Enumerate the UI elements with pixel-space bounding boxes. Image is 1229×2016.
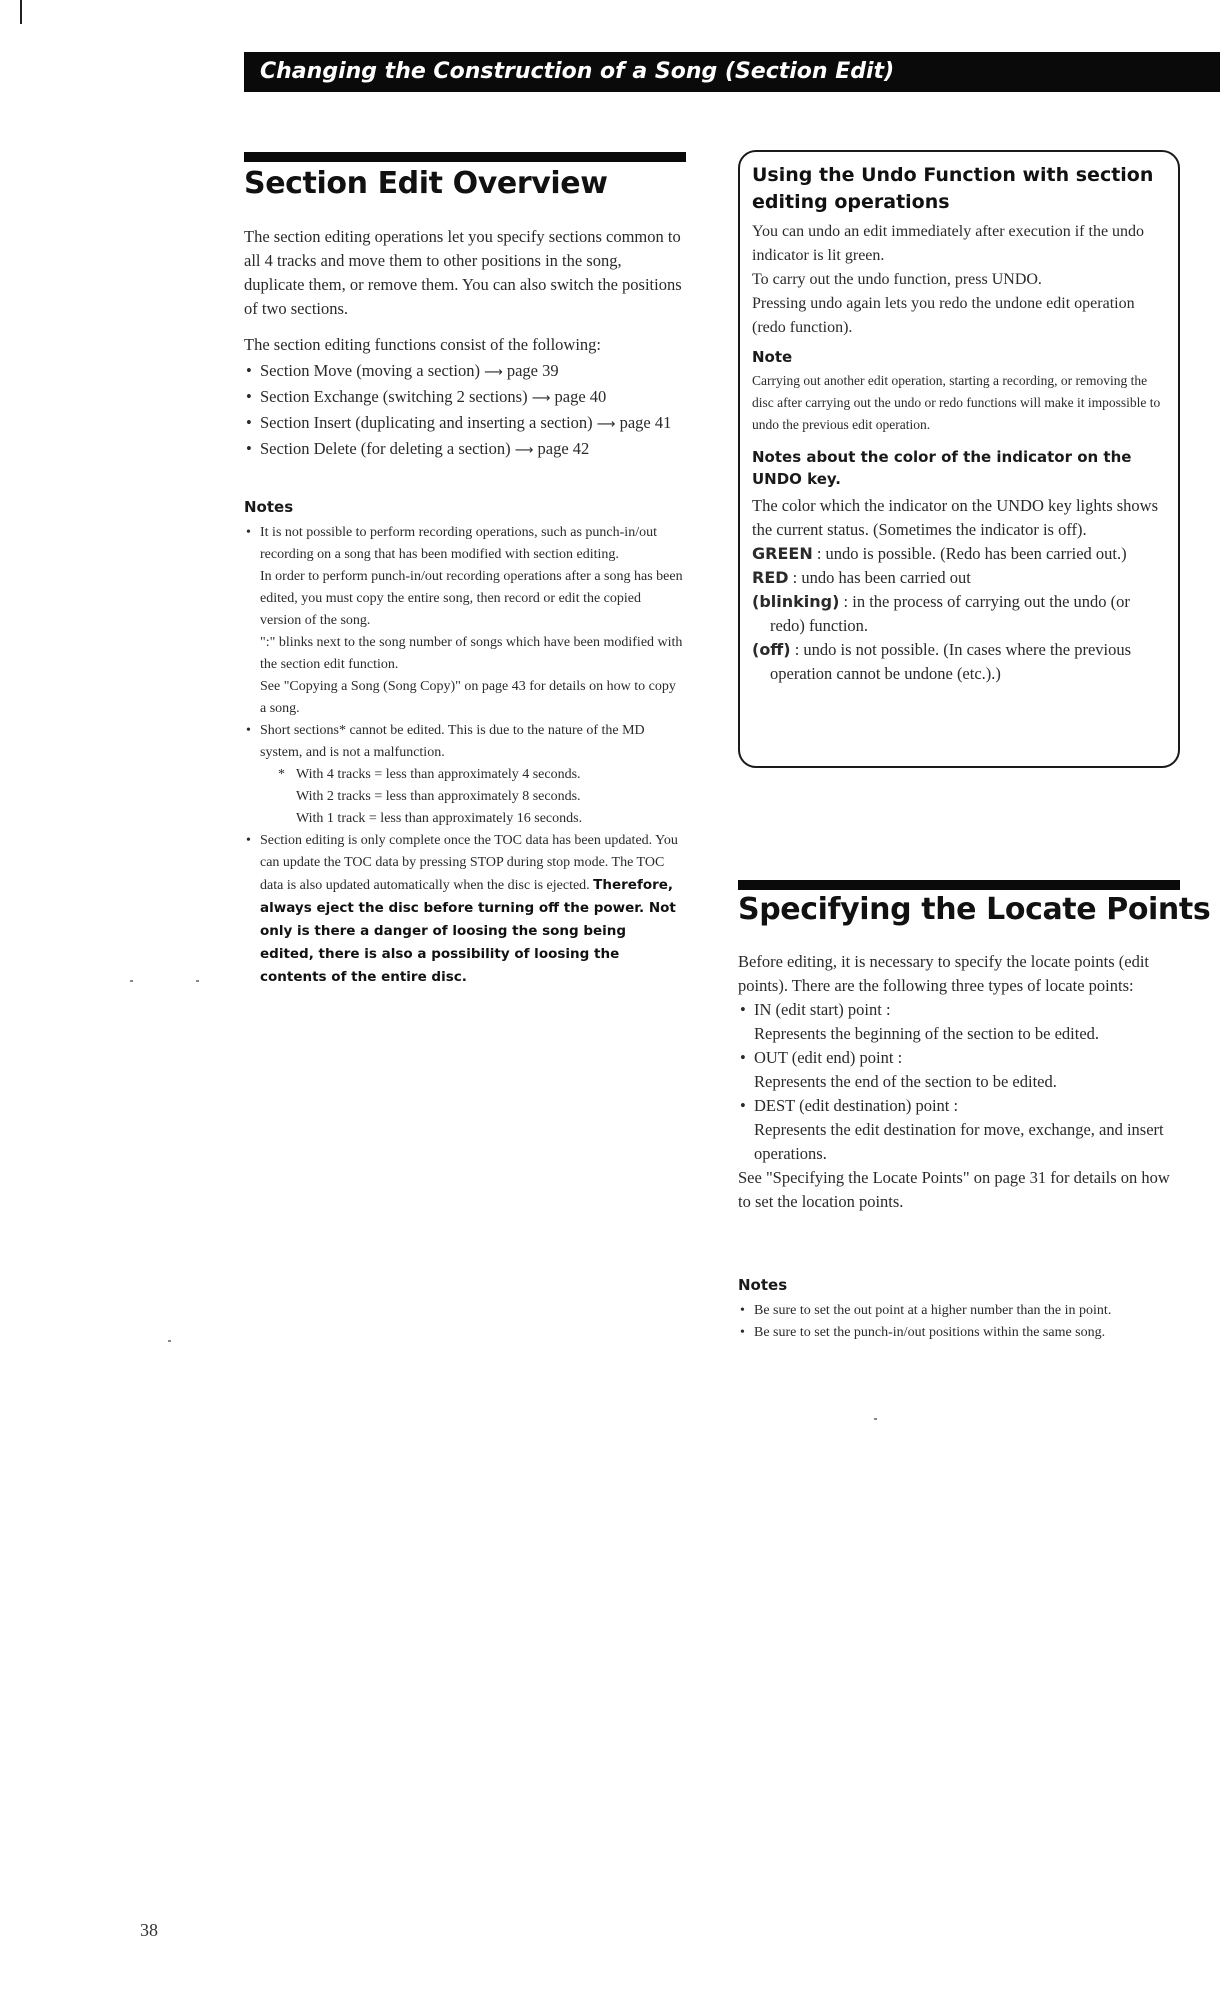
scan-speck <box>196 980 199 982</box>
status-desc: : undo is possible. (Redo has been carried out.) <box>816 544 1127 563</box>
status-key: (off) <box>752 640 791 659</box>
functions-intro: The section editing functions consist of the following: <box>244 335 601 354</box>
section-edit-title: Section Edit Overview <box>244 166 608 201</box>
notes-list <box>244 522 684 989</box>
point-label: • DEST (edit destination) point : <box>754 1096 959 1115</box>
undo-title: Using the Undo Function with section editing operations <box>752 164 1154 213</box>
undo-note-heading: Note <box>752 348 793 366</box>
locate-notes-list <box>738 1300 1178 1344</box>
page-ref: page 39 <box>506 361 559 380</box>
status-desc: : undo is not possible. (In cases where the previous operation cannot be undone (etc.).) <box>770 640 1132 683</box>
status-item <box>752 590 1168 638</box>
status-item <box>752 566 1168 590</box>
point-desc: Represents the edit destination for move, exchange, and insert operations. <box>754 1120 1164 1163</box>
point-desc: Represents the beginning of the section to be edited. <box>754 1024 1100 1043</box>
locate-body <box>738 950 1180 1214</box>
locate-points-list <box>738 998 1180 1166</box>
page-ref: page 40 <box>554 387 607 406</box>
status-desc: : in the process of carrying out the undo (or redo) function. <box>770 592 1130 635</box>
status-key: RED <box>752 568 789 587</box>
warning-text: Therefore, always eject the disc before turning off the power. Not only is there a danger of loosing the song being edited, there is also a possibility of loosing the contents of the entire disc. <box>260 877 676 985</box>
status-key: (blinking) <box>752 592 840 611</box>
note-text: In order to perform punch-in/out recording operations after a song has been edited, you must copy the entire song, then record or edit the copied version of the song. <box>260 569 683 628</box>
undo-paragraph: You can undo an edit immediately after execution if the undo indicator is lit green. <box>752 223 1145 264</box>
note-text: • Short sections* cannot be edited. This is due to the nature of the MD system, and is not a malfunction. <box>260 723 645 760</box>
arrow-icon: ⟶ <box>484 365 503 380</box>
list-item: • Be sure to set the out point at a higher number than the in point. <box>738 1300 1178 1322</box>
scan-speck <box>168 1340 171 1342</box>
limit-line: With 2 tracks = less than approximately 8 seconds. <box>296 789 581 804</box>
undo-paragraph: To carry out the undo function, press UNDO. <box>752 271 1042 288</box>
locate-points-title: Specifying the Locate Points <box>738 892 1211 927</box>
arrow-icon: ⟶ <box>531 391 551 406</box>
section-rule <box>738 880 1180 890</box>
list-item <box>738 1046 1180 1094</box>
intro-paragraph: The section editing operations let you specify sections common to all 4 tracks and move them to other positions in the song, duplicate them, or remove them. You can also switch the positions of two sections. <box>244 227 682 318</box>
note-text: • It is not possible to perform recording operations, such as punch-in/out recording on a song that has been modified with section editing. <box>260 525 657 562</box>
function-label: Section Exchange (switching 2 sections) <box>260 387 528 406</box>
color-intro: The color which the indicator on the UNDO key lights shows the current status. (Sometimes the indicator is off). <box>752 496 1159 539</box>
page-number: 38 <box>140 1920 158 1940</box>
list-item <box>244 720 684 830</box>
scan-speck <box>874 1418 877 1420</box>
limit-line: With 1 track = less than approximately 16 seconds. <box>296 811 583 826</box>
list-item: • Be sure to set the punch-in/out positions within the same song. <box>738 1322 1178 1344</box>
list-item <box>738 1094 1180 1166</box>
functions-list <box>244 359 684 463</box>
notes-heading: Notes <box>244 498 294 516</box>
point-desc: Represents the end of the section to be edited. <box>754 1072 1057 1091</box>
undo-note: Carrying out another edit operation, starting a recording, or removing the disc after carrying out the undo or redo functions will make it impossible to undo the previous edit operation. <box>752 373 1161 432</box>
notes-heading: Notes <box>738 1276 788 1294</box>
list-item <box>244 385 684 411</box>
arrow-icon: ⟶ <box>596 417 616 432</box>
list-item <box>244 522 684 720</box>
locate-notes <box>738 1274 1178 1344</box>
function-label: Section Insert (duplicating and inserting a section) <box>260 413 593 432</box>
status-key: GREEN <box>752 544 813 563</box>
note-text: See "Copying a Song (Song Copy)" on page 43 for details on how to copy a song. <box>260 679 676 716</box>
status-item <box>752 638 1168 686</box>
status-list <box>752 542 1168 686</box>
locate-intro: Before editing, it is necessary to specify the locate points (edit points). There are the following three types of locate points: <box>738 952 1150 995</box>
note-text: ":" blinks next to the song number of songs which have been modified with the section edit function. <box>260 635 683 672</box>
section-edit-body <box>244 225 684 463</box>
note-text: Section editing is only complete once the TOC data has been updated. You can update the TOC data by pressing STOP during stop mode. The TOC data is also updated automatically when the disc is ejected. <box>260 833 678 893</box>
section-edit-notes <box>244 496 684 989</box>
asterisk-mark: * <box>278 767 285 782</box>
list-item <box>738 998 1180 1046</box>
page-ref: page 41 <box>619 413 672 432</box>
status-desc: : undo has been carried out <box>792 568 971 587</box>
undo-info-box <box>738 150 1180 768</box>
scan-speck <box>130 980 133 982</box>
point-label: • OUT (edit end) point : <box>754 1048 903 1067</box>
locate-see-also: See "Specifying the Locate Points" on page 31 for details on how to set the location points. <box>738 1168 1170 1211</box>
undo-body <box>752 220 1168 340</box>
page-ref: page 42 <box>537 439 590 458</box>
function-label: Section Delete (for deleting a section) <box>260 439 511 458</box>
list-item <box>244 411 684 437</box>
undo-paragraph: Pressing undo again lets you redo the undone edit operation (redo function). <box>752 295 1135 336</box>
point-label: • IN (edit start) point : <box>754 1000 891 1019</box>
margin-line <box>20 0 22 24</box>
arrow-icon: ⟶ <box>514 443 534 458</box>
color-heading: Notes about the color of the indicator on the UNDO key. <box>752 448 1132 488</box>
section-rule <box>244 152 686 162</box>
list-item <box>244 359 684 385</box>
function-label: Section Move (moving a section) <box>260 361 480 380</box>
list-item <box>244 437 684 463</box>
limit-line: * With 4 tracks = less than approximately 4 seconds. <box>260 764 684 786</box>
status-item <box>752 542 1168 566</box>
chapter-header: Changing the Construction of a Song (Section Edit) <box>244 52 1220 92</box>
list-item <box>244 830 684 989</box>
